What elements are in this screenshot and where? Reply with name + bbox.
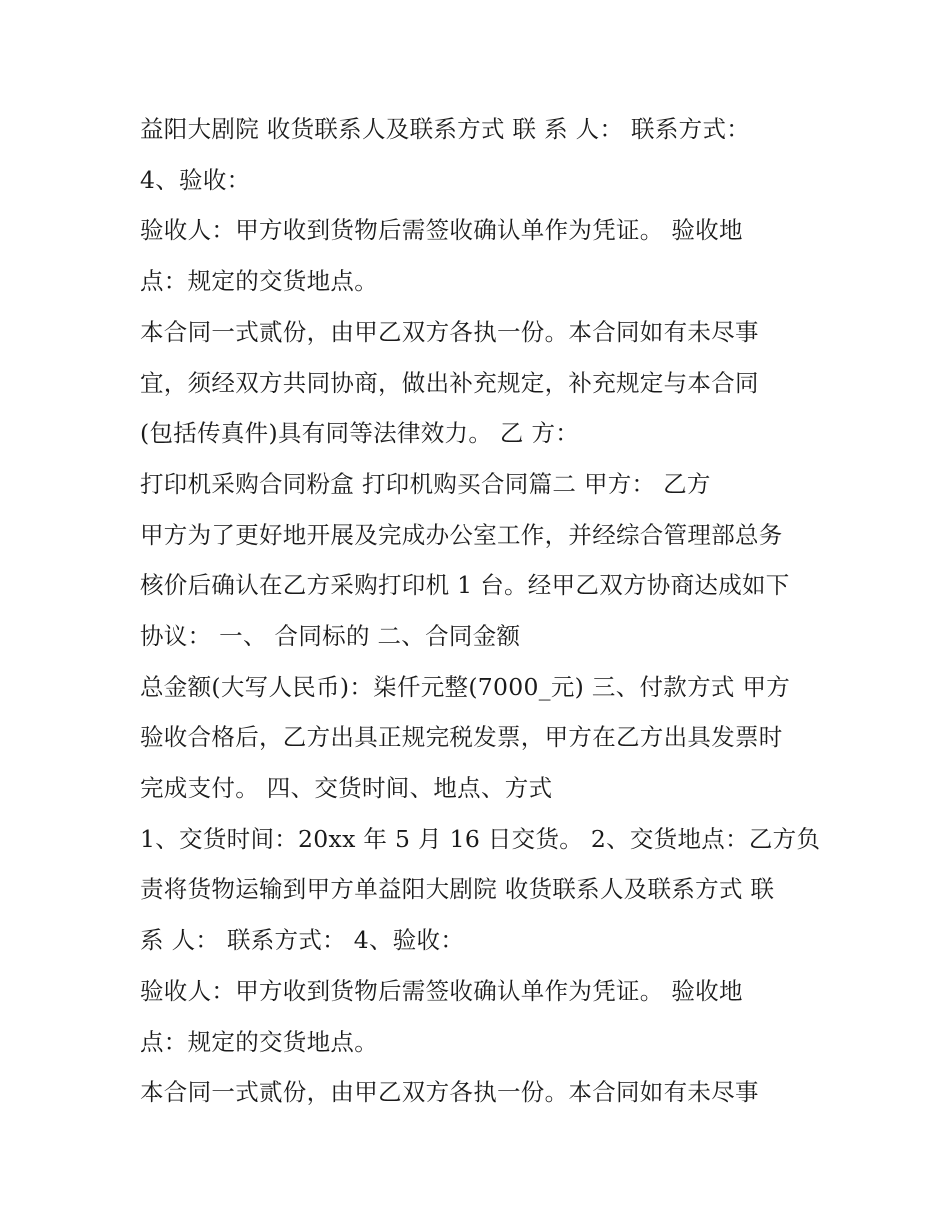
text-line: 责将货物运输到甲方单益阳大剧院 收货联系人及联系方式 联 — [140, 875, 775, 903]
text-line: 本合同一式贰份，由甲乙双方各执一份。本合同如有未尽事 — [140, 318, 759, 346]
text-line: 4、验收： — [140, 166, 251, 194]
text-line: 1、交货时间：20xx 年 5 月 16 日交货。 2、交货地点：乙方负 — [140, 825, 821, 853]
text-line: 系 人： 联系方式： 4、验收： — [140, 926, 465, 954]
text-line: 验收人：甲方收到货物后需签收确认单作为凭证。 验收地 — [140, 977, 743, 1005]
text-line: 益阳大剧院 收货联系人及联系方式 联 系 人： 联系方式： — [140, 115, 751, 143]
text-line: 本合同一式贰份，由甲乙双方各执一份。本合同如有未尽事 — [140, 1078, 759, 1106]
text-line: 验收合格后，乙方出具正规完税发票，甲方在乙方出具发票时 — [140, 723, 783, 751]
text-line: 宜，须经双方共同协商，做出补充规定，补充规定与本合同 — [140, 369, 759, 397]
text-line: 点：规定的交货地点。 — [140, 1028, 378, 1056]
text-line: 协议： 一、 合同标的 二、合同金额 — [140, 622, 521, 650]
text-line: 总金额(大写人民币)：柒仟元整(7000_元) 三、付款方式 甲方 — [140, 673, 791, 701]
text-line: 甲方为了更好地开展及完成办公室工作，并经综合管理部总务 — [140, 521, 783, 549]
text-line: 核价后确认在乙方采购打印机 1 台。经甲乙双方协商达成如下 — [140, 571, 790, 599]
text-line: 验收人：甲方收到货物后需签收确认单作为凭证。 验收地 — [140, 216, 743, 244]
text-line: 打印机采购合同粉盒 打印机购买合同篇二 甲方： 乙方 — [140, 470, 711, 498]
text-line: 完成支付。 四、交货时间、地点、方式 — [140, 774, 553, 802]
text-line: (包括传真件)具有同等法律效力。 乙 方： — [140, 419, 580, 447]
text-line: 点：规定的交货地点。 — [140, 267, 378, 295]
